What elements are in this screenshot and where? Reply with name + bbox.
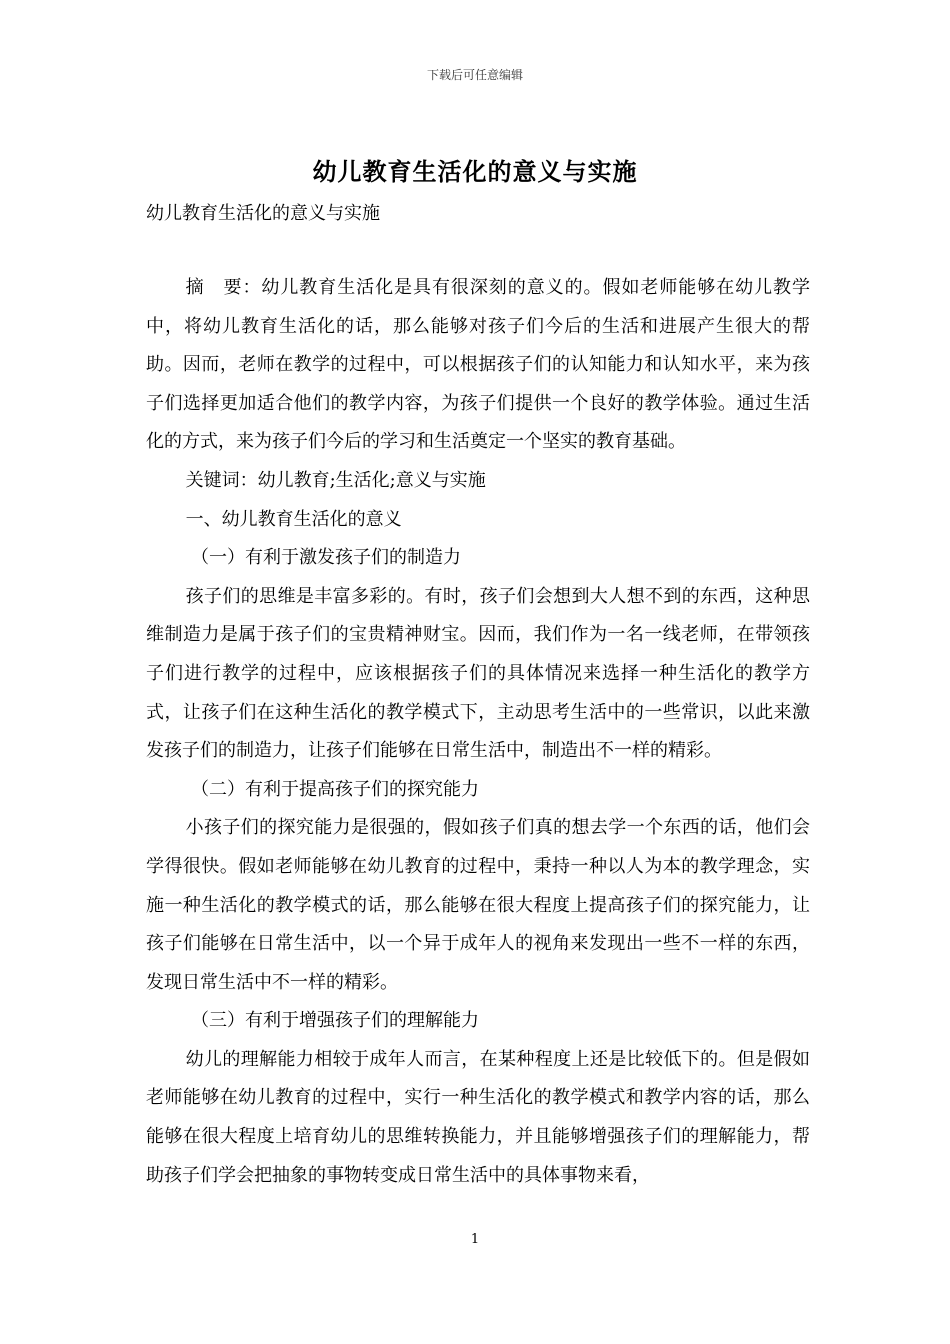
subsection-heading-2: （二）有利于提高孩子们的探究能力 [191, 778, 479, 800]
document-body [146, 269, 810, 1195]
abstract-paragraph: 摘 要：幼儿教育生活化是具有很深刻的意义的。假如老师能够在幼儿教学中，将幼儿教育生活化的话，那么能够对孩子们今后的生活和进展产生很大的帮助。因而，老师在教学的过程中，可以根据孩子们的认知能力和认知水平，来为孩子们选择更加适合他们的教学内容，为孩子们提供一个良好的教学体验。通过生活化的方式，来为孩子们今后的学习和生活奠定一个坚实的教育基础。 [146, 277, 810, 453]
header-note: 下载后可任意编辑 [426, 68, 523, 82]
subsection-paragraph-3: 幼儿的理解能力相较于成年人而言，在某种程度上还是比较低下的。但是假如老师能够在幼儿教育的过程中，实行一种生活化的教学模式和教学内容的话，那么能够在很大程度上培育幼儿的思维转换能力，并且能够增强孩子们的理解能力，帮助孩子们学会把抽象的事物转变成日常生活中的具体事物来看， [146, 1048, 810, 1186]
keywords-line: 关键词：幼儿教育;生活化;意义与实施 [185, 469, 486, 491]
document-title: 幼儿教育生活化的意义与实施 [312, 157, 638, 186]
page-number: 1 [470, 1232, 480, 1247]
document-subtitle: 幼儿教育生活化的意义与实施 [146, 203, 380, 224]
subsection-heading-3: （三）有利于增强孩子们的理解能力 [191, 1010, 479, 1032]
subsection-paragraph-1: 孩子们的思维是丰富多彩的。有时，孩子们会想到大人想不到的东西，这种思维制造力是属于孩子们的宝贵精神财宝。因而，我们作为一名一线老师，在带领孩子们进行教学的过程中，应该根据孩子们的具体情况来选择一种生活化的教学方式，让孩子们在这种生活化的教学模式下，主动思考生活中的一些常识，以此来激发孩子们的制造力，让孩子们能够在日常生活中，制造出不一样的精彩。 [146, 585, 810, 762]
subsection-paragraph-2: 小孩子们的探究能力是很强的，假如孩子们真的想去学一个东西的话，他们会学得很快。假如老师能够在幼儿教育的过程中，秉持一种以人为本的教学理念，实施一种生活化的教学模式的话，那么能够在很大程度上提高孩子们的探究能力，让孩子们能够在日常生活中，以一个异于成年人的视角来发现出一些不一样的东西，发现日常生活中不一样的精彩。 [146, 817, 810, 993]
section-heading-1: 一、幼儿教育生活化的意义 [185, 508, 402, 530]
subsection-heading-1: （一）有利于激发孩子们的制造力 [191, 547, 461, 569]
